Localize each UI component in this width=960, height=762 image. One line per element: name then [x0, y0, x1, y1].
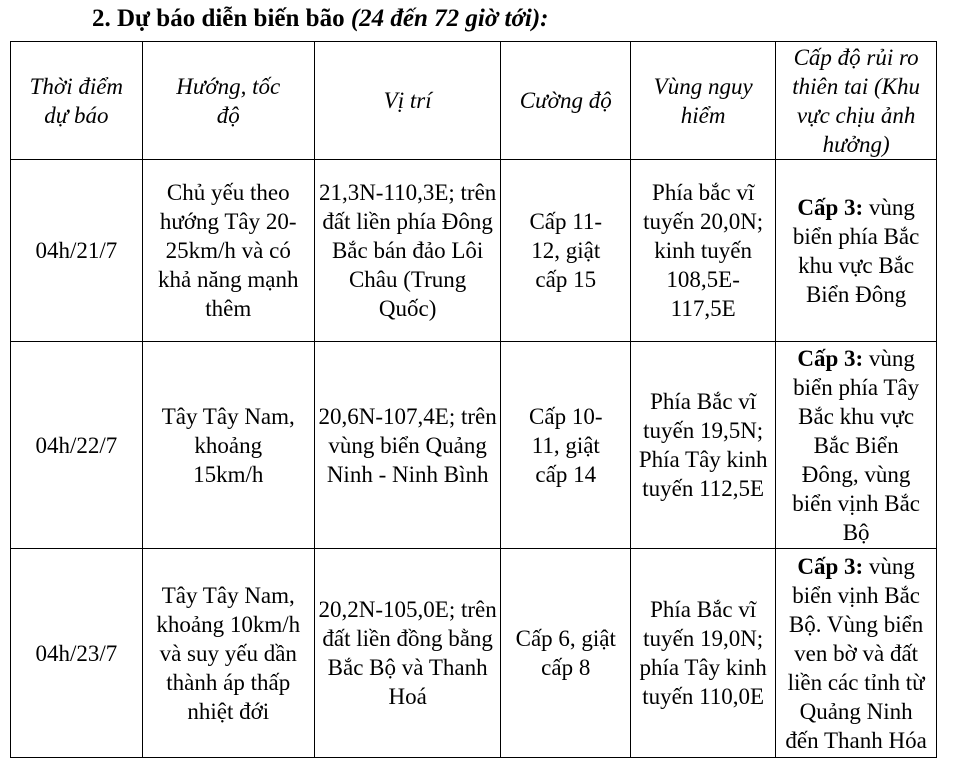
cell-direction-text: Tây Tây Nam, khoảng 10km/h và suy yếu dần thành áp thấp nhiệt đới	[156, 582, 301, 724]
risk-level-label: Cấp 3:	[797, 553, 864, 579]
header-forecast-time	[11, 42, 143, 160]
cell-position-text: 21,3N-110,3E; trên đất liền phía Đông Bắc bán đảo Lôi Châu (Trung Quốc)	[318, 180, 497, 321]
cell-intensity-text: Cấp 6, giật cấp 8	[515, 626, 616, 680]
cell-danger-zone-text: Phía Bắc vĩ tuyến 19,0N; phía Tây kinh tuyến 110,0E	[639, 597, 767, 709]
cell-risk-paragraph	[779, 552, 933, 755]
cell-risk	[776, 549, 937, 758]
cell-danger-zone	[631, 160, 776, 342]
header-danger-zone-text: Vùng nguy hiểm	[653, 73, 753, 128]
risk-area-text: vùng biển vịnh Bắc Bộ. Vùng biển ven bờ và đất liền các tỉnh từ Quảng Ninh đến Thanh Hóa	[785, 553, 927, 753]
cell-direction	[142, 549, 314, 758]
section-heading	[92, 4, 548, 34]
header-direction-speed-text: Hướng, tốc độ	[176, 73, 281, 128]
cell-direction-text: Tây Tây Nam, khoảng 15km/h	[161, 403, 295, 487]
cell-danger-zone	[631, 549, 776, 758]
cell-time	[11, 160, 143, 342]
table-row	[11, 342, 937, 549]
cell-direction-text: Chủ yếu theo hướng Tây 20-25km/h và có khả năng mạnh thêm	[157, 180, 299, 321]
cell-time-text: 04h/23/7	[35, 640, 118, 666]
cell-position	[314, 549, 501, 758]
cell-risk	[776, 342, 937, 549]
cell-risk-paragraph	[779, 193, 933, 309]
cell-risk	[776, 160, 937, 342]
header-position	[314, 42, 501, 160]
cell-time-text: 04h/22/7	[35, 432, 118, 458]
cell-time-text: 04h/21/7	[35, 238, 118, 263]
header-direction-speed	[142, 42, 314, 160]
table-header-row	[11, 42, 937, 160]
cell-position-text: 20,2N-105,0E; trên đất liền đồng bằng Bắc Bộ và Thanh Hoá	[318, 597, 497, 709]
section-heading-text: 2. Dự báo diễn biến bão	[92, 5, 351, 32]
header-risk-level	[776, 42, 937, 160]
risk-level-label: Cấp 3:	[797, 345, 864, 371]
section-heading-italic: (24 đến 72 giờ tới):	[350, 5, 549, 32]
cell-risk-paragraph	[779, 344, 933, 547]
risk-level-label: Cấp 3:	[797, 194, 864, 220]
header-danger-zone	[631, 42, 776, 160]
table-row	[11, 160, 937, 342]
cell-intensity-text: Cấp 10-11, giật cấp 14	[529, 403, 603, 487]
cell-position	[314, 342, 501, 549]
cell-time	[11, 549, 143, 758]
header-risk-level-text: Cấp độ rủi ro thiên tai (Khu vực chịu ảnh hưởng)	[792, 44, 920, 157]
cell-intensity	[501, 342, 631, 549]
cell-danger-zone	[631, 342, 776, 549]
risk-area-text: vùng biển phía Tây Bắc khu vực Bắc Biển Đông, vùng biển vịnh Bắc Bộ	[792, 345, 920, 545]
cell-intensity	[501, 549, 631, 758]
header-intensity-text: Cường độ	[519, 88, 612, 113]
cell-direction	[142, 160, 314, 342]
cell-position-text: 20,6N-107,4E; trên vùng biển Quảng Ninh - Ninh Bình	[318, 403, 497, 487]
header-position-text: Vị trí	[383, 88, 432, 113]
cell-position	[314, 160, 501, 342]
storm-forecast-table	[10, 41, 937, 758]
cell-intensity	[501, 160, 631, 342]
cell-danger-zone-text: Phía Bắc vĩ tuyến 19,5N; Phía Tây kinh tuyến 112,5E	[638, 389, 768, 501]
cell-direction	[142, 342, 314, 549]
cell-intensity-text: Cấp 11-12, giật cấp 15	[529, 209, 603, 292]
cell-time	[11, 342, 143, 549]
header-intensity	[501, 42, 631, 160]
header-forecast-time-text: Thời điểm dự báo	[29, 73, 124, 128]
risk-area-text: vùng biển phía Bắc khu vực Bắc Biển Đông	[792, 194, 920, 307]
table-row	[11, 549, 937, 758]
cell-danger-zone-text: Phía bắc vĩ tuyến 20,0N; kinh tuyến 108,5E-117,5E	[643, 180, 764, 321]
